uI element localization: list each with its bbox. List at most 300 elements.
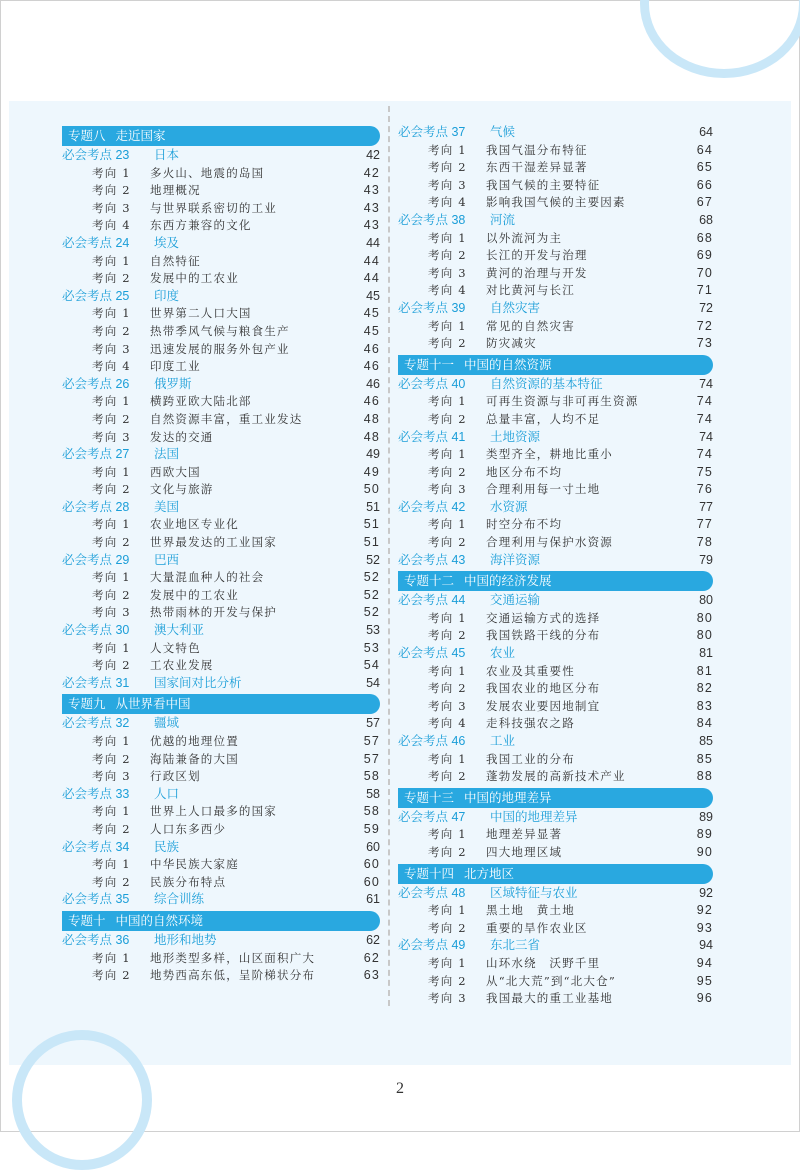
page-ref: 62 [366,932,380,947]
toc-key-point[interactable] [398,499,713,517]
direction-label: 考向 1 [92,306,131,321]
point-title: 巴西 [154,552,180,567]
point-title: 疆域 [154,716,180,731]
point-label: 必会考点 33 [62,786,130,801]
page-ref: 88 [696,769,713,784]
page-ref: 57 [363,734,380,748]
page-ref: 52 [363,605,380,620]
direction-label: 考向 1 [92,570,131,585]
toc-key-point[interactable] [62,552,380,570]
page-ref: 74 [696,394,713,409]
page-ref: 43 [363,183,380,198]
direction-title: 我国气温分布特征 [486,142,588,157]
direction-title: 常见的自然灾害 [486,318,575,333]
direction-title: 发展农业要因地制宜 [486,698,601,713]
direction-label: 考向 3 [92,769,131,784]
direction-title: 西欧大国 [150,464,201,479]
toc-sub-direction[interactable] [62,253,380,271]
direction-title: 时空分布不均 [486,517,563,532]
direction-title: 热带季风气候与粮食生产 [150,323,290,338]
direction-title: 多火山、地震的岛国 [150,165,265,180]
point-title: 美国 [154,499,180,514]
direction-title: 类型齐全，耕地比重小 [486,447,613,462]
toc-sub-direction[interactable] [398,516,713,534]
toc-sub-direction[interactable] [62,270,380,288]
point-title: 中国的地理差异 [490,809,578,824]
direction-label: 考向 4 [428,283,467,298]
point-label: 必会考点 31 [62,675,130,690]
direction-title: 迅速发展的服务外包产业 [150,341,290,356]
point-title: 地形和地势 [154,932,217,947]
point-title: 工业 [490,734,516,748]
direction-label: 考向 2 [428,248,467,263]
direction-title: 走科技强农之路 [486,716,575,731]
toc-key-point[interactable] [62,891,380,909]
direction-label: 考向 1 [92,253,131,268]
toc-sub-direction[interactable] [62,358,380,376]
topic-title: 中国的地理差异 [464,789,552,805]
page-ref: 45 [363,306,380,321]
toc-sub-direction[interactable] [62,429,380,447]
topic-title: 走近国家 [115,128,166,143]
toc-column-right [398,124,713,1008]
topic-label: 专题十二 [404,573,455,589]
toc-sub-direction[interactable] [62,751,380,769]
topic-title: 从世界看中国 [115,696,191,712]
page-ref: 94 [699,938,713,953]
toc-sub-direction[interactable] [62,200,380,218]
point-label: 必会考点 26 [62,376,130,391]
toc-sub-direction[interactable] [398,768,713,786]
direction-title: 我国铁路干线的分布 [486,628,601,643]
direction-title: 我国最大的重工业基地 [486,991,613,1006]
toc-sub-direction[interactable] [62,856,380,874]
toc-sub-direction[interactable] [398,715,713,733]
direction-title: 山环水绕 沃野千里 [486,955,601,970]
point-title: 交通运输 [490,593,541,608]
toc-sub-direction[interactable] [62,768,380,786]
toc-sub-direction[interactable] [398,826,713,844]
direction-label: 考向 2 [428,535,467,550]
toc-key-point[interactable] [62,839,380,857]
page-ref: 51 [363,517,380,532]
page-ref: 46 [363,394,380,409]
page-ref: 64 [696,142,713,157]
point-title: 印度 [154,288,180,303]
page-ref: 48 [363,429,380,444]
point-label: 必会考点 44 [398,593,466,608]
point-title: 土地资源 [490,429,541,444]
point-label: 必会考点 35 [62,892,130,907]
direction-title: 地形类型多样，山区面积广大 [150,950,316,965]
topic-label: 专题十四 [404,865,455,881]
toc-sub-direction[interactable] [398,481,713,499]
page-ref: 96 [696,991,713,1006]
page-ref: 90 [696,844,713,859]
direction-label: 考向 2 [428,844,467,859]
direction-title: 文化与旅游 [150,482,214,497]
page-ref: 79 [699,552,713,567]
point-label: 必会考点 37 [398,125,466,139]
direction-label: 考向 1 [428,517,467,532]
direction-label: 考向 2 [92,271,131,286]
toc-sub-direction[interactable] [398,464,713,482]
direction-title: 我国气候的主要特征 [486,177,601,192]
direction-label: 考向 2 [92,968,131,983]
page-ref: 54 [366,675,380,690]
toc-sub-direction[interactable] [398,610,713,628]
page-ref: 67 [696,195,713,210]
point-title: 自然资源的基本特征 [490,376,603,391]
point-label: 必会考点 25 [62,288,130,303]
toc-key-point[interactable] [398,212,713,230]
toc-key-point[interactable] [62,147,380,165]
page-ref: 52 [363,587,380,602]
toc-key-point[interactable] [62,446,380,464]
toc-key-point[interactable] [62,932,380,950]
point-label: 必会考点 27 [62,447,130,462]
direction-label: 考向 3 [428,265,467,280]
direction-title: 印度工业 [150,359,201,374]
direction-title: 工农业发展 [150,658,214,673]
toc-sub-direction[interactable] [62,657,380,675]
direction-label: 考向 1 [92,464,131,479]
page-ref: 45 [363,323,380,338]
toc-sub-direction[interactable] [62,569,380,587]
toc-sub-direction[interactable] [398,920,713,938]
direction-label: 考向 2 [92,482,131,497]
toc-sub-direction[interactable] [62,341,380,359]
page-ref: 63 [363,968,380,983]
toc-key-point[interactable] [398,552,713,570]
toc-key-point[interactable] [398,885,713,903]
toc-sub-direction[interactable] [62,165,380,183]
direction-label: 考向 2 [428,464,467,479]
toc-sub-direction[interactable] [398,446,713,464]
direction-label: 考向 1 [428,610,467,625]
page-ref: 49 [363,464,380,479]
toc-sub-direction[interactable] [62,305,380,323]
toc-sub-direction[interactable] [398,265,713,283]
direction-title: 我国工业的分布 [486,751,575,766]
toc-sub-direction[interactable] [62,481,380,499]
page-ref: 50 [363,482,380,497]
page-ref: 80 [696,610,713,625]
toc-sub-direction[interactable] [398,177,713,195]
toc-sub-direction[interactable] [398,335,713,353]
page-ref: 70 [696,265,713,280]
topic-title: 中国的经济发展 [464,573,552,589]
toc-sub-direction[interactable] [398,534,713,552]
toc-sub-direction[interactable] [398,230,713,248]
toc-sub-direction[interactable] [62,411,380,429]
page-ref: 60 [363,874,380,889]
direction-title: 我国农业的地区分布 [486,681,601,696]
direction-title: 大量混血种人的社会 [150,570,265,585]
page-ref: 51 [363,535,380,550]
point-label: 必会考点 43 [398,552,466,567]
toc-sub-direction[interactable] [398,990,713,1008]
toc-key-point[interactable] [62,376,380,394]
toc-sub-direction[interactable] [398,194,713,212]
page-ref: 61 [366,892,380,907]
point-title: 人口 [154,786,180,801]
toc-sub-direction[interactable] [398,159,713,177]
page-ref: 57 [366,716,380,731]
direction-title: 重要的旱作农业区 [486,920,588,935]
page-ref: 92 [699,885,713,900]
page-ref: 95 [696,973,713,988]
toc-key-point[interactable] [398,733,713,751]
direction-title: 发展中的工农业 [150,271,239,286]
column-divider [388,106,390,1006]
direction-title: 行政区划 [150,769,201,784]
page-ref: 66 [696,177,713,192]
direction-label: 考向 2 [428,411,467,426]
page-ref: 42 [363,165,380,180]
page-ref: 65 [696,160,713,175]
direction-label: 考向 3 [428,482,467,497]
direction-title: 与世界联系密切的工业 [150,200,277,215]
direction-label: 考向 4 [92,218,131,233]
direction-label: 考向 1 [92,640,131,655]
page-number: 2 [396,1080,404,1097]
direction-label: 考向 1 [428,230,467,245]
point-label: 必会考点 41 [398,429,466,444]
point-label: 必会考点 38 [398,212,466,227]
direction-title: 对比黄河与长江 [486,283,575,298]
direction-title: 地区分布不均 [486,464,563,479]
toc-key-point[interactable] [62,786,380,804]
point-title: 自然灾害 [490,300,541,315]
toc-sub-direction[interactable] [62,217,380,235]
direction-label: 考向 1 [92,165,131,180]
direction-label: 考向 1 [92,394,131,409]
toc-key-point[interactable] [398,809,713,827]
page-ref: 80 [699,593,713,608]
toc-key-point[interactable] [398,645,713,663]
direction-title: 中华民族大家庭 [150,857,239,872]
point-title: 民族 [154,839,180,854]
point-title: 气候 [490,125,516,139]
toc-key-point[interactable] [398,376,713,394]
toc-key-point[interactable] [62,715,380,733]
page-ref: 76 [696,482,713,497]
topic-label: 专题九 [68,696,106,712]
toc-sub-direction[interactable] [398,627,713,645]
toc-sub-direction[interactable] [398,844,713,862]
direction-title: 东西方兼容的文化 [150,218,252,233]
page-ref: 52 [363,570,380,585]
direction-title: 发展中的工农业 [150,587,239,602]
direction-label: 考向 3 [92,200,131,215]
page-ref: 58 [363,804,380,819]
point-title: 综合训练 [154,892,205,907]
toc-sub-direction[interactable] [62,323,380,341]
direction-label: 考向 2 [428,336,467,351]
direction-title: 世界第二人口大国 [150,306,252,321]
point-label: 必会考点 24 [62,235,130,250]
page-ref: 72 [699,300,713,315]
toc-sub-direction[interactable] [62,640,380,658]
page-ref: 73 [696,336,713,351]
toc-sub-direction[interactable] [62,950,380,968]
page-ref: 83 [696,698,713,713]
toc-sub-direction[interactable] [62,803,380,821]
toc-key-point[interactable] [62,622,380,640]
toc-topic-header[interactable] [398,355,713,375]
direction-title: 从“北大荒”到“北大仓” [486,973,616,988]
direction-label: 考向 2 [92,751,131,766]
point-title: 海洋资源 [490,552,541,567]
toc-sub-direction[interactable] [62,182,380,200]
toc-sub-direction[interactable] [398,318,713,336]
toc-sub-direction[interactable] [398,698,713,716]
toc-sub-direction[interactable] [62,821,380,839]
direction-title: 黑土地 黄土地 [486,903,575,918]
toc-sub-direction[interactable] [398,393,713,411]
toc-sub-direction[interactable] [398,411,713,429]
direction-title: 世界上人口最多的国家 [150,804,277,819]
direction-title: 东西干湿差异显著 [486,160,588,175]
toc-sub-direction[interactable] [62,534,380,552]
direction-title: 人文特色 [150,640,201,655]
toc-sub-direction[interactable] [398,663,713,681]
page-ref: 94 [696,955,713,970]
page-ref: 74 [699,376,713,391]
direction-title: 发达的交通 [150,429,214,444]
direction-label: 考向 2 [92,658,131,673]
point-label: 必会考点 48 [398,885,466,900]
topic-label: 专题十一 [404,356,455,372]
page-ref: 42 [366,148,380,162]
page-ref: 43 [363,218,380,233]
point-label: 必会考点 32 [62,716,130,731]
page-ref: 64 [699,125,713,139]
point-label: 必会考点 34 [62,839,130,854]
toc-sub-direction[interactable] [62,587,380,605]
toc-sub-direction[interactable] [62,393,380,411]
toc-key-point[interactable] [398,124,713,142]
direction-title: 地势西高东低，呈阶梯状分布 [150,968,316,983]
page-ref: 52 [366,552,380,567]
direction-label: 考向 4 [428,195,467,210]
direction-label: 考向 3 [92,341,131,356]
toc-sub-direction[interactable] [62,967,380,985]
toc-key-point[interactable] [62,675,380,693]
page-ref: 46 [366,376,380,391]
toc-key-point[interactable] [62,499,380,517]
direction-title: 地理差异显著 [486,827,563,842]
direction-label: 考向 3 [428,177,467,192]
direction-title: 可再生资源与非可再生资源 [486,394,639,409]
direction-title: 黄河的治理与开发 [486,265,588,280]
toc-topic-header[interactable] [62,126,380,146]
page-ref: 44 [363,271,380,286]
toc-sub-direction[interactable] [398,282,713,300]
toc-topic-header[interactable] [398,788,713,808]
direction-label: 考向 2 [92,183,131,198]
toc-sub-direction[interactable] [398,955,713,973]
toc-topic-header[interactable] [398,571,713,591]
page-ref: 57 [363,751,380,766]
page-ref: 82 [696,681,713,696]
toc-sub-direction[interactable] [398,142,713,160]
page-ref: 71 [696,283,713,298]
direction-title: 民族分布特点 [150,874,227,889]
direction-label: 考向 4 [428,716,467,731]
toc-sub-direction[interactable] [398,973,713,991]
direction-label: 考向 2 [92,821,131,836]
topic-label: 专题十三 [404,789,455,805]
direction-label: 考向 1 [92,950,131,965]
toc-sub-direction[interactable] [398,902,713,920]
point-title: 俄罗斯 [154,376,192,391]
page-ref: 92 [696,903,713,918]
direction-title: 合理利用与保护水资源 [486,535,613,550]
page-ref: 45 [366,288,380,303]
page-ref: 53 [366,623,380,638]
direction-label: 考向 1 [428,751,467,766]
direction-title: 交通运输方式的选择 [486,610,601,625]
toc-sub-direction[interactable] [62,733,380,751]
toc-sub-direction[interactable] [398,751,713,769]
direction-title: 世界最发达的工业国家 [150,535,277,550]
direction-label: 考向 1 [428,394,467,409]
point-label: 必会考点 47 [398,809,466,824]
decorative-ring-bottom [12,1030,152,1170]
page-ref: 46 [363,359,380,374]
direction-label: 考向 1 [92,517,131,532]
direction-label: 考向 2 [92,535,131,550]
toc-topic-header[interactable] [62,911,380,931]
point-title: 国家间对比分析 [154,675,242,690]
toc-sub-direction[interactable] [398,680,713,698]
direction-label: 考向 1 [428,663,467,678]
topic-label: 专题八 [68,128,106,143]
direction-label: 考向 2 [92,587,131,602]
direction-title: 地理概况 [150,183,201,198]
page-ref: 62 [363,950,380,965]
toc-topic-header[interactable] [62,694,380,714]
direction-label: 考向 4 [92,359,131,374]
point-label: 必会考点 36 [62,932,130,947]
toc-sub-direction[interactable] [398,247,713,265]
page-ref: 80 [696,628,713,643]
direction-title: 防灾减灾 [486,336,537,351]
direction-title: 农业地区专业化 [150,517,239,532]
toc-key-point[interactable] [398,429,713,447]
toc-topic-header[interactable] [398,864,713,884]
page-ref: 77 [696,517,713,532]
point-label: 必会考点 42 [398,499,466,514]
point-title: 埃及 [154,235,180,250]
toc-key-point[interactable] [398,592,713,610]
page-ref: 51 [366,499,380,514]
toc-sub-direction[interactable] [62,516,380,534]
toc-key-point[interactable] [62,235,380,253]
direction-label: 考向 1 [92,734,131,748]
page-ref: 72 [696,318,713,333]
page-ref: 74 [696,411,713,426]
toc-key-point[interactable] [398,937,713,955]
toc-sub-direction[interactable] [62,874,380,892]
toc-key-point[interactable] [398,300,713,318]
toc-sub-direction[interactable] [62,464,380,482]
direction-title: 优越的地理位置 [150,734,239,748]
toc-key-point[interactable] [62,288,380,306]
toc-sub-direction[interactable] [62,604,380,622]
